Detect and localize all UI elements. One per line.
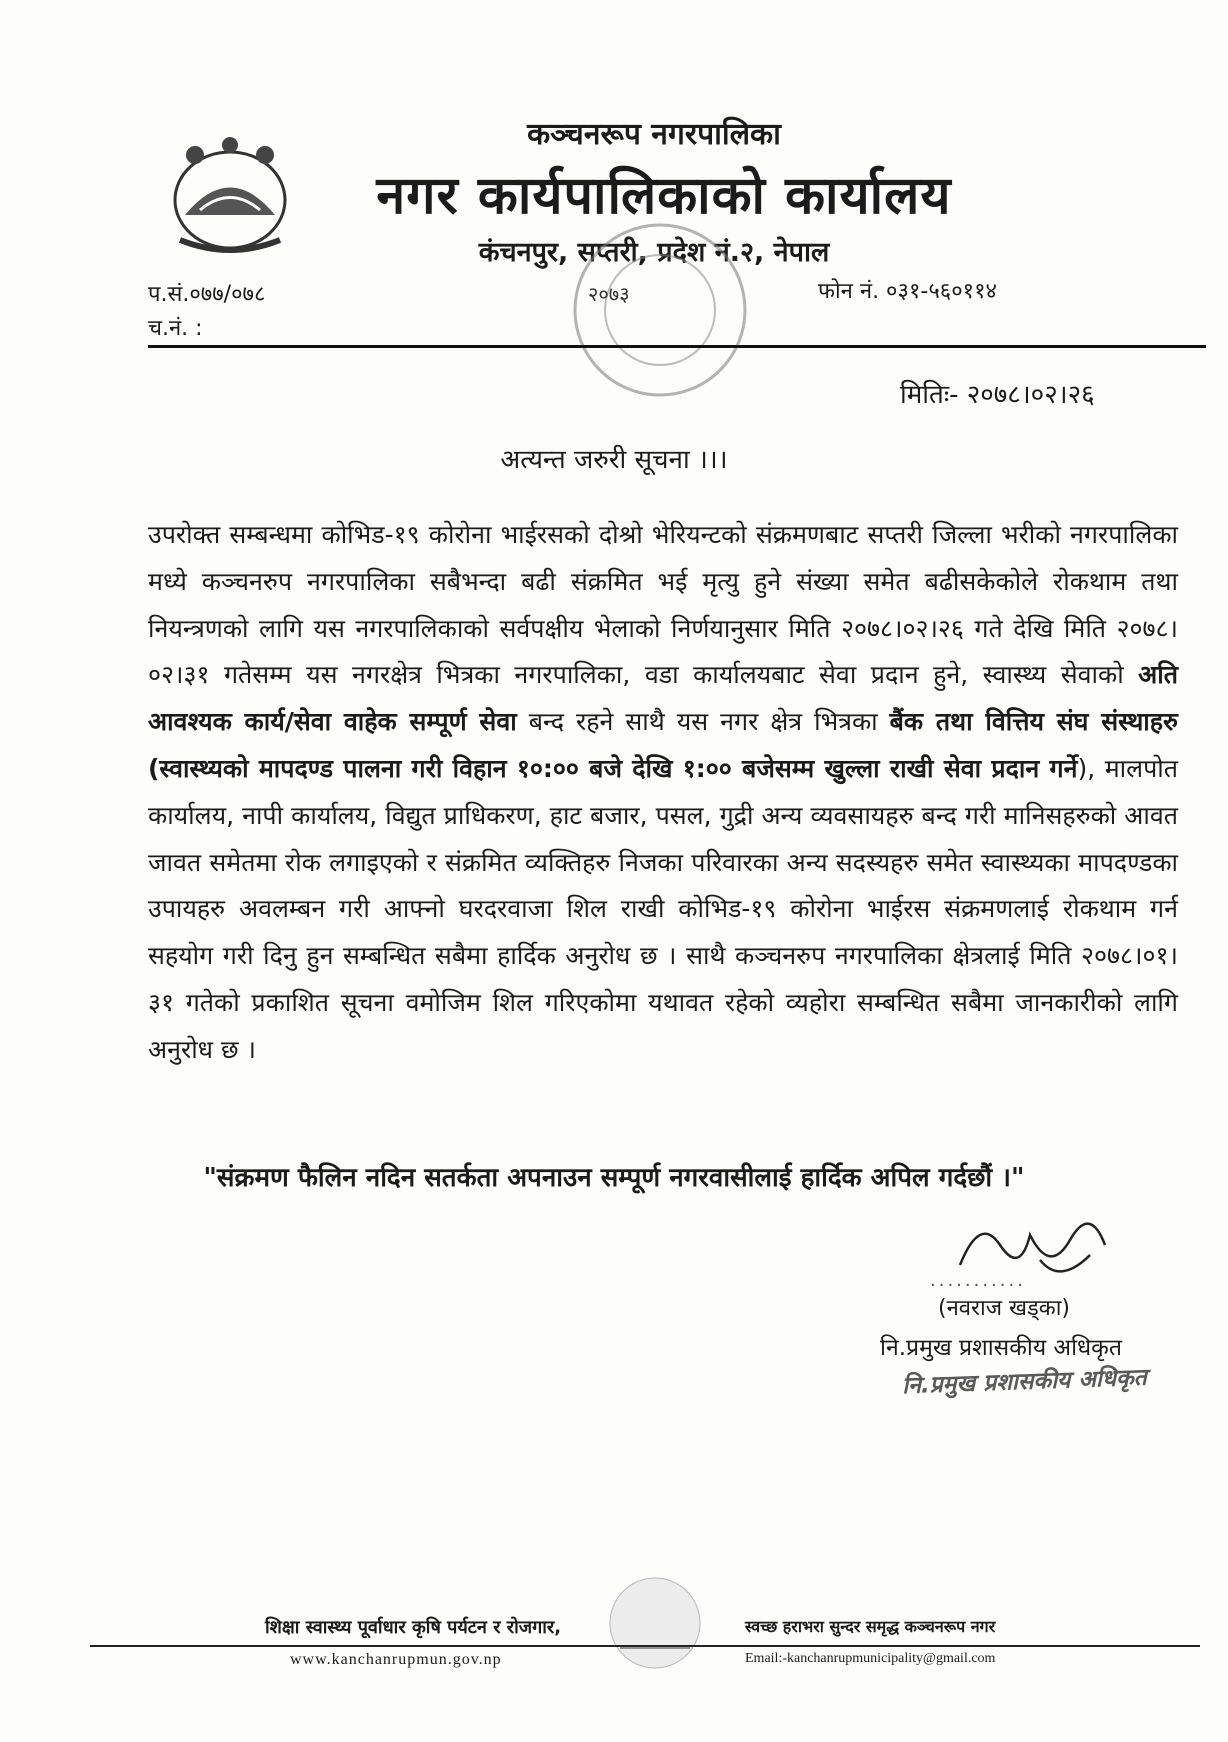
body-part-3: ), मालपोत कार्यालय, नापी कार्यालय, विद्युत प्राधिकरण, हाट बजार, पसल, गुद्री अन्य व्यवसायहरु बन्द गरी मानिसहरुको आवत जावत समेतमा रोक लगाइएको र संक्रमित व्यक्तिहरु निजका परिवारका अन्य सदस्यहरु समेत स्वास्थ्यका मापदण्डका उपायहरु अवलम्बन गरी आफ्नो घरदरवाजा शिल राखी कोभिड-१९ कोरोना भाईरस संक्रमणलाई रोकथाम गर्न सहयोग गरी दिनु हुन सम्बन्धित सबैमा हार्दिक अनुरोध छ । साथै कञ्चनरुप नगरपालिका क्षेत्रलाई मिति २०७८।०१।३१ गतेको प्रकाशित सूचना वमोजिम शिल गरिएकोमा यथावत रहेको व्यहोरा सम्बन्धित सबैमा जानकारीको लागि अनुरोध छ । — [148, 753, 1178, 1064]
phone-number: फोन नं. ०३१-५६०११४ — [818, 279, 997, 304]
footer-divider — [90, 1645, 1200, 1647]
notice-title: अत्यन्त जरुरी सूचना ।।। — [500, 445, 728, 475]
signature-line: ........... — [930, 1270, 1026, 1291]
footer-logo-icon — [595, 1568, 715, 1678]
office-name: नगर कार्यपालिकाको कार्यालय — [376, 166, 952, 226]
office-seal-icon — [560, 210, 760, 410]
signatory-name: (नवराज खड्का) — [938, 1296, 1070, 1321]
body-part-1: उपरोक्त सम्बन्धमा कोभिड-१९ कोरोना भाईरसको दोश्रो भेरियन्टको संक्रमणबाट सप्तरी जिल्ला भरीको नगरपालिका मध्ये कञ्चनरुप नगरपालिका सबैभन्दा बढी संक्रमित भई मृत्यु हुने संख्या समेत बढीसकेकोले रोकथाम तथा नियन्त्रणको लागि यस नगरपालिकाको सर्वपक्षीय भेलाको निर्णयानुसार मिति २०७८।०२।२६ गते देखि मिति २०७८।०२।३१ गतेसम्म यस नगरक्षेत्र भित्रका नगरपालिका, वडा कार्यालयबाट सेवा प्रदान हुने, स्वास्थ्य सेवाको — [148, 520, 1178, 690]
notice-date: मितिः- २०७८।०२।२६ — [900, 380, 1095, 410]
designation-stamp: नि.प्रमुख प्रशासकीय अधिकृत — [901, 1364, 1148, 1400]
footer-slogan-right: स्वच्छ हराभरा सुन्दर समृद्ध कञ्चनरूप नगर — [745, 1617, 996, 1636]
footer-website[interactable]: www.kanchanrupmun.gov.np — [290, 1651, 502, 1668]
body-bold-1: अति आवश्यक कार्य/सेवा वाहेक सम्पूर्ण सेवा — [148, 660, 1178, 737]
signatory-title: नि.प्रमुख प्रशासकीय अधिकृत — [880, 1335, 1122, 1361]
municipality-name: कञ्चनरूप नगरपालिका — [527, 117, 781, 152]
public-appeal: "संक्रमण फैलिन नदिन सतर्कता अपनाउन सम्पूर्ण नगरवासीलाई हार्दिक अपिल गर्दछौं ।" — [203, 1163, 1025, 1193]
notice-body — [148, 512, 1178, 1074]
office-address: कंचनपुर, सप्तरी, प्रदेश नं.२, नेपाल — [478, 237, 830, 268]
footer-email[interactable]: Email:-kanchanrupmunicipality@gmail.com — [745, 1651, 996, 1666]
body-bold-2: बैंक तथा वित्तिय संघ संस्थाहरु (स्वास्थ्यको मापदण्ड पालना गरी विहान १०:०० बजे देखि १:०० बजेसम्म खुल्ला राखी सेवा प्रदान गर्ने — [148, 707, 1179, 783]
footer-slogan-left: शिक्षा स्वास्थ्य पूर्वाधार कृषि पर्यटन र रोजगार, — [265, 1617, 562, 1638]
dispatch-number: च.नं. : — [148, 316, 203, 341]
body-part-2: बन्द रहने साथै यस नगर क्षेत्र भित्रका — [516, 707, 890, 737]
reference-number: प.सं.०७७/०७८ — [148, 282, 266, 307]
header-divider — [148, 345, 1206, 348]
seal-year: २०७३ — [588, 282, 630, 306]
